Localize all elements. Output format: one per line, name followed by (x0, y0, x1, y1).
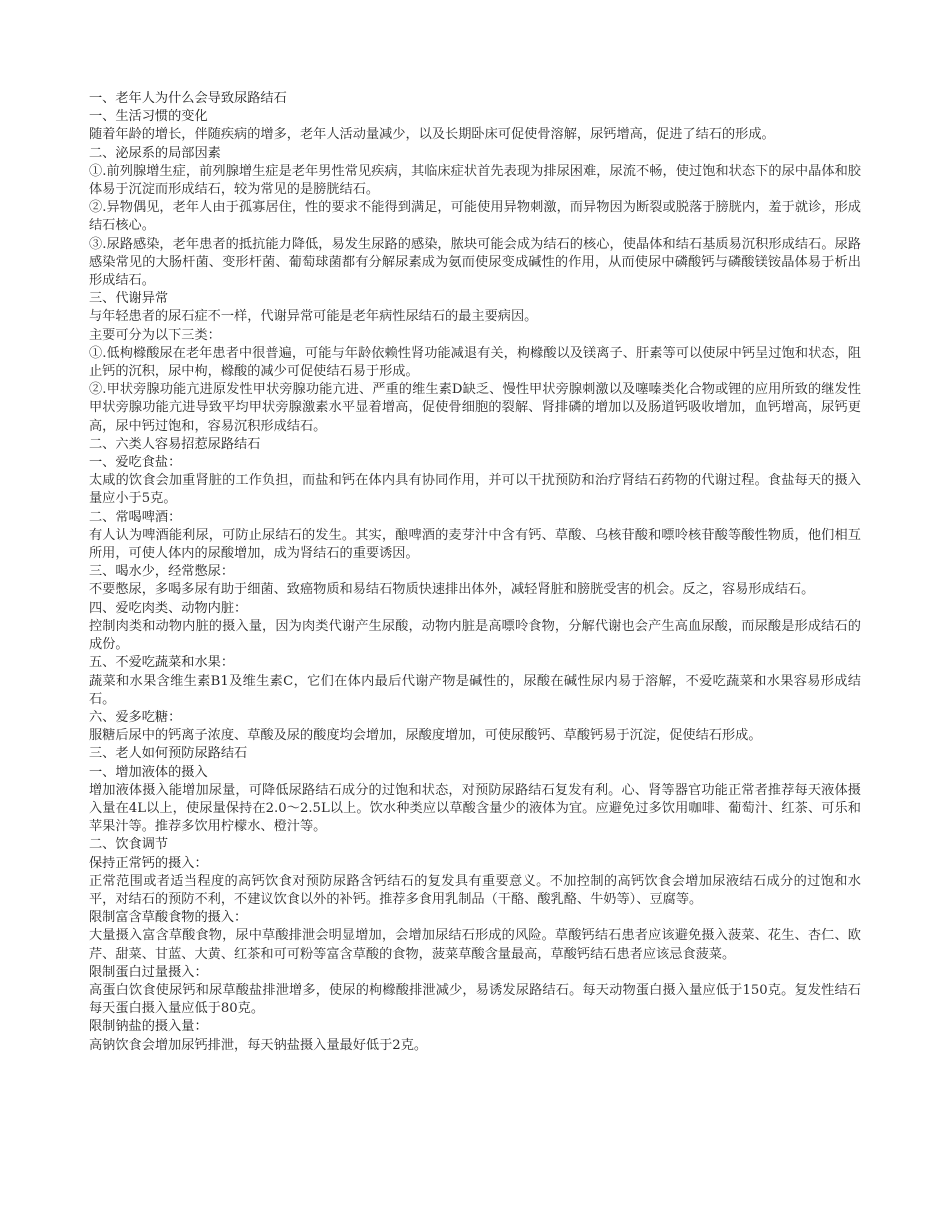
subsection-heading: 限制蛋白过量摄入： (89, 964, 208, 980)
subsection-heading: 二、泌尿系的局部因素 (89, 145, 221, 161)
subsection-heading: 四、爱吃肉类、动物内脏： (89, 600, 248, 616)
paragraph: ②.甲状旁腺功能亢进原发性甲状旁腺功能亢进、严重的维生素D缺乏、慢性甲状旁腺刺激以及噻嗪类化合物或锂的应用所致的继发性甲状旁腺功能亢进导致平均甲状旁腺激素水平显着增高，促使骨细胞的裂解、肾排磷的增加以及肠道钙吸收增加，血钙增高，尿钙更高，尿中钙过饱和，容易沉积形成结石。 (89, 382, 861, 434)
subsection-heading: 二、常喝啤酒： (89, 509, 182, 525)
document-body (89, 90, 861, 1055)
paragraph: ③.尿路感染，老年患者的抵抗能力降低，易发生尿路的感染，脓块可能会成为结石的核心，使晶体和结石基质易沉积形成结石。尿路感染常见的大肠杆菌、变形杆菌、葡萄球菌都有分解尿素成为氨而使尿变成碱性的作用，从而使尿中磷酸钙与磷酸镁铵晶体易于析出形成结石。 (89, 236, 861, 289)
paragraph: ①.前列腺增生症，前列腺增生症是老年男性常见疾病，其临床症状首先表现为排尿困难，尿流不畅，使过饱和状态下的尿中晶体和胶体易于沉淀而形成结石，较为常见的是膀胱结石。 (89, 163, 861, 198)
paragraph: 有人认为啤酒能利尿，可防止尿结石的发生。其实，酿啤酒的麦芽汁中含有钙、草酸、乌核苷酸和嘌呤核苷酸等酸性物质，他们相互所用，可使人体内的尿酸增加，成为肾结石的重要诱因。 (89, 527, 861, 562)
paragraph: 大量摄入富含草酸食物，尿中草酸排泄会明显增加，会增加尿结石形成的风险。草酸钙结石患者应该避免摄入菠菜、花生、杏仁、欧芹、甜菜、甘蓝、大黄、红茶和可可粉等富含草酸的食物，菠菜草酸含量最高，草酸钙结石患者应该忌食菠菜。 (89, 928, 861, 962)
subsection-heading: 限制富含草酸食物的摄入： (89, 910, 248, 926)
paragraph: 主要可分为以下三类： (89, 327, 221, 343)
subsection-heading: 三、喝水少，经常憋尿： (89, 564, 235, 580)
paragraph: ①.低枸橼酸尿在老年患者中很普遍，可能与年龄依赖性肾功能减退有关，枸橼酸以及镁离子、肝素等可以使尿中钙呈过饱和状态，阻止钙的沉积，尿中枸，橼酸的减少可促使结石易于形成。 (89, 345, 861, 380)
paragraph: ②.异物偶见，老年人由于孤寡居住，性的要求不能得到满足，可能使用异物刺激，而异物因为断裂或脱落于膀胱内，羞于就诊，形成结石核心。 (89, 200, 861, 234)
subsection-heading: 二、饮食调节 (89, 837, 169, 853)
subsection-heading: 三、代谢异常 (89, 291, 169, 307)
subsection-heading: 一、生活习惯的变化 (89, 109, 208, 125)
subsection-heading: 一、增加液体的摄入 (89, 764, 208, 780)
paragraph: 控制肉类和动物内脏的摄入量，因为肉类代谢产生尿酸，动物内脏是高嘌呤食物，分解代谢也会产生高血尿酸，而尿酸是形成结石的成份。 (89, 618, 861, 653)
paragraph: 随着年龄的增长，伴随疾病的增多，老年人活动量减少，以及长期卧床可促使骨溶解，尿钙增高，促进了结石的形成。 (89, 127, 775, 143)
paragraph: 增加液体摄入能增加尿量，可降低尿路结石成分的过饱和状态，对预防尿路结石复发有利。心、肾等器官功能正常者推荐每天液体摄入量在4L以上，使尿量保持在2.0～2.5L以上。饮水种类应以草酸含量少的液体为宜。应避免过多饮用咖啡、葡萄汁、红茶、可乐和苹果汁等。推荐多饮用柠檬水、橙汁等。 (89, 782, 861, 835)
paragraph: 服糖后尿中的钙离子浓度、草酸及尿的酸度均会增加，尿酸度增加，可使尿酸钙、草酸钙易于沉淀，促使结石形成。 (89, 728, 762, 744)
section-heading: 二、六类人容易招惹尿路结石 (89, 436, 261, 452)
paragraph: 与年轻患者的尿石症不一样，代谢异常可能是老年病性尿结石的最主要病因。 (89, 309, 538, 325)
paragraph: 高钠饮食会增加尿钙排泄，每天钠盐摄入量最好低于2克。 (89, 1037, 428, 1053)
subsection-heading: 限制钠盐的摄入量： (89, 1019, 208, 1035)
subsection-heading: 一、爱吃食盐： (89, 455, 182, 471)
paragraph: 太咸的饮食会加重肾脏的工作负担，而盐和钙在体内具有协同作用，并可以干扰预防和治疗肾结石药物的代谢过程。食盐每天的摄入量应小于5克。 (89, 473, 861, 507)
section-heading: 三、老人如何预防尿路结石 (89, 746, 248, 762)
paragraph: 正常范围或者适当程度的高钙饮食对预防尿路含钙结石的复发具有重要意义。不加控制的高钙饮食会增加尿液结石成分的过饱和水平，对结石的预防不利，不建议饮食以外的补钙。推荐多食用乳制品（干酪、酸乳酪、牛奶等）、豆腐等。 (89, 873, 861, 907)
paragraph: 蔬菜和水果含维生素B1及维生素C，它们在体内最后代谢产物是碱性的，尿酸在碱性尿内易于溶解，不爱吃蔬菜和水果容易形成结石。 (89, 673, 861, 707)
section-heading: 一、老年人为什么会导致尿路结石 (89, 91, 287, 106)
paragraph: 不要憋尿，多喝多尿有助于细菌、致癌物质和易结石物质快速排出体外，减轻肾脏和膀胱受害的机会。反之，容易形成结石。 (89, 582, 815, 598)
subsection-heading: 保持正常钙的摄入： (89, 855, 208, 871)
paragraph: 高蛋白饮食使尿钙和尿草酸盐排泄增多，使尿的枸橼酸排泄减少，易诱发尿路结石。每天动物蛋白摄入量应低于150克。复发性结石每天蛋白摄入量应低于80克。 (89, 982, 861, 1017)
subsection-heading: 五、不爱吃蔬菜和水果： (89, 655, 235, 671)
subsection-heading: 六、爱多吃糖： (89, 709, 182, 725)
